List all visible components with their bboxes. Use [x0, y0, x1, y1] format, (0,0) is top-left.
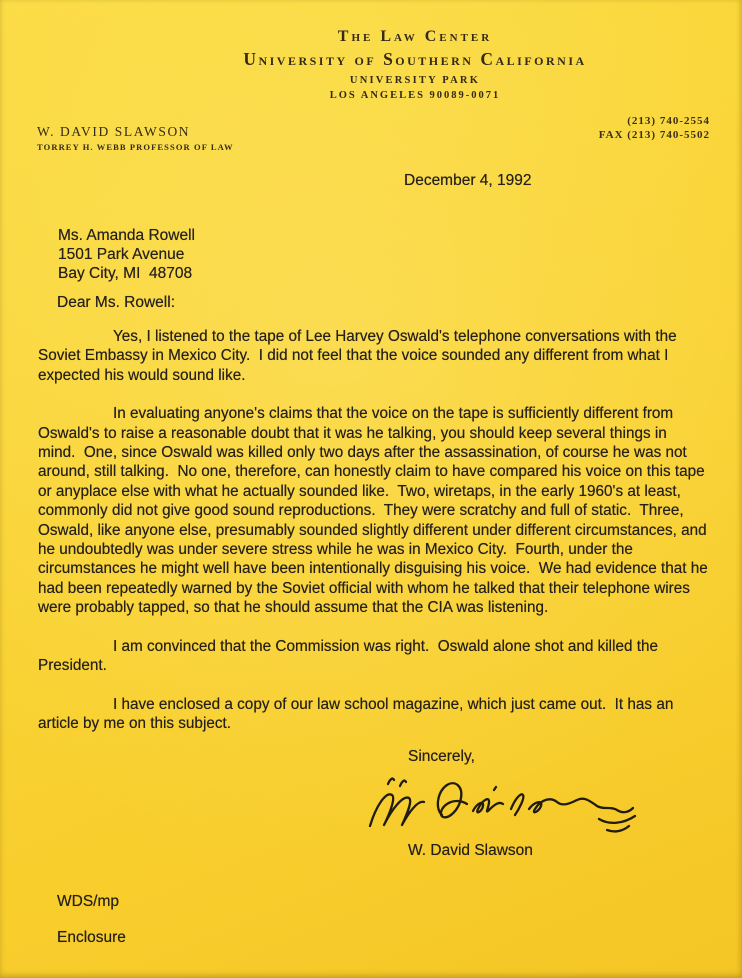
reference-initials: WDS/mp — [57, 893, 119, 910]
letterhead-university-name: University of Southern California — [243, 49, 587, 69]
paragraph-2: In evaluating anyone's claims that the voice on the tape is sufficiently different from Oswald's to raise a reasonable doubt that it was he talking, you should keep several things in mind. One, since Oswald was killed only two days after the assassination, of course he was not around, still talking. No one, therefore, can honestly claim to have compared his voice on this tape or anyplace else with what he actually sounded like. Two, wiretaps, in the early 1960's at least, commonly did not give good sound reproductions. They were scratchy and full of static. Three, Oswald, like anyone else, presumably sounded slightly different under different circumstances, and he undoubtedly was under severe stress while he was in Mexico City. Fourth, under the circumstances he might well have been intentionally disguising his voice. We had evidence that he had been repeatedly warned by the Soviet official with whom he talked that their telephone wires were probably tapped, so that he should assume that the CIA was listening. — [38, 405, 713, 617]
recipient-city-state-zip: Bay City, MI 48708 — [58, 265, 193, 282]
letterhead-campus: UNIVERSITY PARK — [349, 75, 481, 86]
recipient-name: Ms. Amanda Rowell — [58, 227, 195, 244]
recipient-block — [58, 226, 195, 283]
sender-name: W. DAVID SLAWSON — [37, 124, 191, 139]
signature-scribble — [362, 768, 644, 842]
sender-title: TORREY H. WEBB PROFESSOR OF LAW — [37, 142, 234, 152]
letterhead-org-name: The Law Center — [337, 28, 493, 45]
letter-body — [38, 327, 713, 752]
sender-block — [37, 124, 234, 152]
signature-typed-name: W. David Slawson — [408, 842, 533, 859]
letterhead — [88, 28, 742, 101]
paragraph-4: I have enclosed a copy of our law school magazine, which just came out. It has an article by me on this subject. — [38, 695, 678, 732]
fax-number: FAX (213) 740-5502 — [598, 129, 710, 141]
salutation: Dear Ms. Rowell: — [57, 294, 175, 311]
recipient-street: 1501 Park Avenue — [58, 246, 185, 263]
valediction: Sincerely, — [408, 748, 475, 765]
letter-date: December 4, 1992 — [404, 172, 532, 189]
paragraph-1: Yes, I listened to the tape of Lee Harvey Oswald's telephone conversations with the Soviet Embassy in Mexico City. I did not feel that the voice sounded any different from what I expected his would sound like. — [38, 328, 681, 384]
contact-block — [599, 114, 710, 142]
paragraph-3: I am convinced that the Commission was right. Oswald alone shot and killed the President. — [38, 637, 663, 675]
enclosure-note: Enclosure — [57, 929, 126, 946]
phone-number: (213) 740-2554 — [627, 115, 710, 127]
letterhead-city-zip: LOS ANGELES 90089-0071 — [329, 90, 501, 101]
